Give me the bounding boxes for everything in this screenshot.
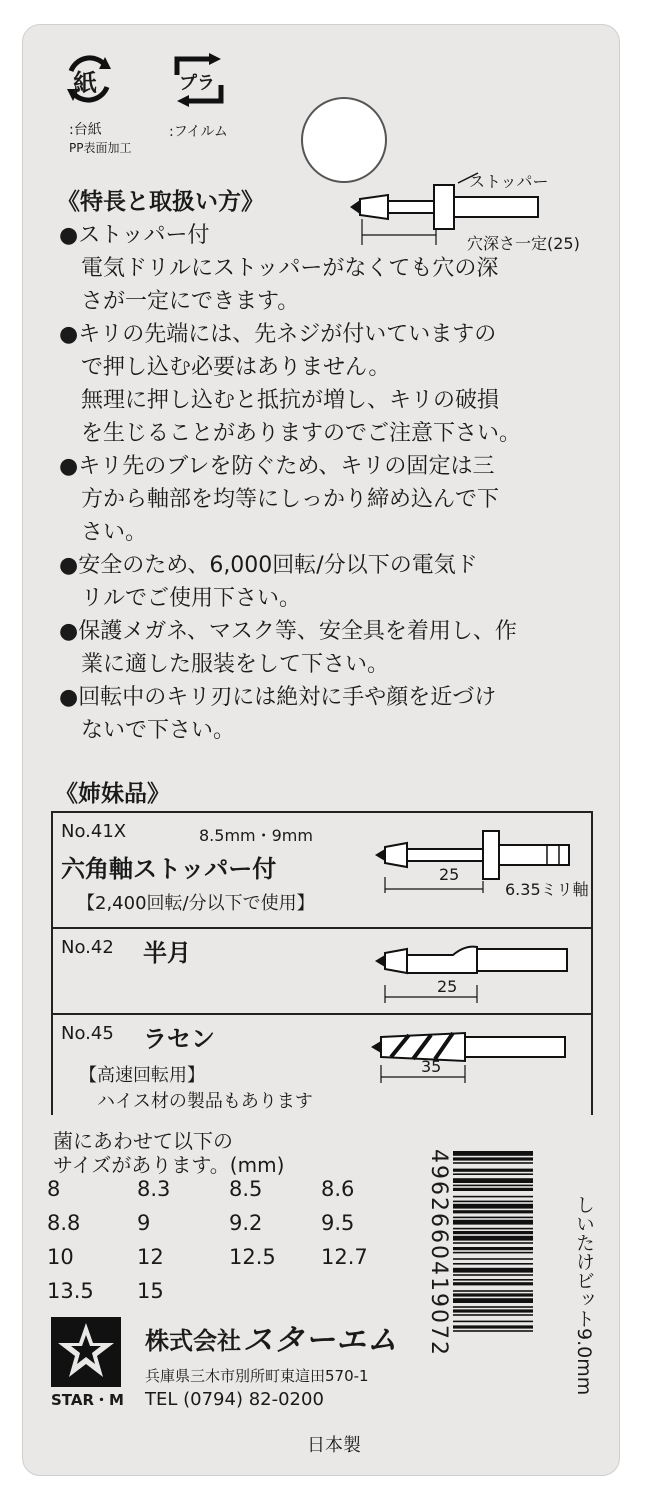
feature-line: ないで下さい。 <box>81 718 236 743</box>
company-prefix: 株式会社 <box>145 1327 241 1355</box>
barcode-bar <box>453 1298 533 1303</box>
size-row <box>47 1177 397 1211</box>
barcode-bar <box>453 1242 533 1244</box>
size-cell: 8.5 <box>229 1177 263 1201</box>
barcode-bar <box>453 1185 533 1187</box>
barcode-bar <box>453 1247 533 1250</box>
stopper-label: ストッパー <box>469 172 549 191</box>
item-dim: 25 <box>437 977 458 996</box>
size-cell: 8 <box>47 1177 61 1201</box>
star-m-logo <box>51 1317 124 1413</box>
barcode-bar <box>453 1196 533 1198</box>
country-of-origin: 日本製 <box>307 1435 361 1456</box>
size-cell: 9 <box>137 1211 151 1235</box>
barcode-bar <box>453 1220 533 1225</box>
barcode-bar <box>453 1325 533 1328</box>
barcode-bar <box>453 1252 533 1254</box>
star-logo-icon <box>51 1317 121 1387</box>
barcode-bar <box>453 1279 533 1281</box>
barcode-bar <box>453 1169 533 1172</box>
barcode-bar <box>453 1314 533 1316</box>
paper-recycle-mark <box>61 51 117 111</box>
feature-line: 無理に押し込むと抵抗が増し、キリの破損 <box>81 388 500 413</box>
barcode-bar <box>453 1306 533 1308</box>
item-name: ラセン <box>143 1025 215 1053</box>
company-brand: スターエム <box>243 1323 398 1358</box>
feature-line: 方から軸部を均等にしっかり締め込んで下 <box>81 487 500 512</box>
item-model: No.42 <box>61 937 114 958</box>
size-cell: 15 <box>137 1279 164 1303</box>
sister-heading: 《姉妹品》 <box>55 781 170 807</box>
size-cell: 12 <box>137 1245 164 1269</box>
paper-symbol: 紙 <box>73 69 97 97</box>
barcode-bar <box>453 1282 533 1285</box>
barcode-bar <box>453 1173 533 1175</box>
barcode-bar <box>453 1293 533 1296</box>
barcode-bar <box>453 1231 533 1234</box>
feature-line: 業に適した服装をして下さい。 <box>81 652 390 677</box>
item-sizes: 8.5mm・9mm <box>199 826 313 845</box>
feature-line: ●キリ先のブレを防ぐため、キリの固定は三 <box>59 454 495 479</box>
company-tel: TEL (0794) 82-0200 <box>145 1389 324 1410</box>
feature-line: ●保護メガネ、マスク等、安全具を着用し、作 <box>59 619 517 644</box>
spiral-bit-diagram <box>369 1019 579 1091</box>
feature-line: を生じることがありますのでご注意下さい。 <box>81 421 522 446</box>
paper-label: :台紙 <box>69 122 102 138</box>
features-heading: 《特長と取扱い方》 <box>57 189 264 215</box>
item-note: 【2,400回転/分以下で使用】 <box>77 893 315 914</box>
barcode-bar <box>453 1274 533 1276</box>
feature-line: さい。 <box>81 520 148 545</box>
size-intro-1: 菌にあわせて以下の <box>53 1129 233 1153</box>
feature-line: リルでご使用下さい。 <box>81 586 302 611</box>
size-cell: 12.7 <box>321 1245 368 1269</box>
barcode-bar <box>453 1330 533 1332</box>
pla-symbol: プラ <box>179 73 215 94</box>
item-note2: ハイス材の製品もあります <box>97 1091 313 1112</box>
item-note: 【高速回転用】 <box>79 1065 205 1086</box>
barcode-bar <box>453 1204 533 1209</box>
company-address: 兵庫県三木市別所町東這田570-1 <box>145 1367 369 1385</box>
barcode-bar <box>453 1217 533 1219</box>
item-name: 六角軸ストッパー付 <box>61 855 277 883</box>
feature-line: ●キリの先端には、先ネジが付いていますの <box>59 322 497 347</box>
item-dim: 25 <box>439 865 460 884</box>
barcode-bar <box>453 1201 533 1203</box>
barcode-digits: 4962660419072 <box>426 1149 451 1357</box>
size-row <box>47 1211 397 1245</box>
feature-line: ●回転中のキリ刃には絶対に手や顔を近づけ <box>59 685 497 710</box>
sister-item-42 <box>51 927 593 1017</box>
size-cell: 8.3 <box>137 1177 171 1201</box>
sister-item-45 <box>51 1013 593 1115</box>
product-name: しいたけビット9.0mm <box>573 1195 595 1396</box>
feature-line: 電気ドリルにストッパーがなくても穴の深 <box>81 256 499 281</box>
barcode-bar <box>453 1258 533 1260</box>
barcode-bar <box>453 1157 533 1160</box>
paper-sub-label: PP表面加工 <box>69 141 132 155</box>
size-cell: 8.8 <box>47 1211 81 1235</box>
feature-line: さが一定にできます。 <box>81 289 300 314</box>
size-cell: 9.2 <box>229 1211 263 1235</box>
logo-text: STAR・M <box>51 1391 124 1409</box>
size-cell: 9.5 <box>321 1211 355 1235</box>
item-shaft: 6.35ミリ軸 <box>505 880 589 899</box>
size-cell: 10 <box>47 1245 74 1269</box>
item-model: No.45 <box>61 1023 114 1044</box>
size-row <box>47 1245 397 1279</box>
barcode-bar <box>453 1178 533 1183</box>
barcode-bar <box>453 1290 533 1292</box>
barcode-bar <box>453 1321 533 1323</box>
features-text <box>59 219 619 747</box>
pla-recycle-mark <box>169 51 229 109</box>
sister-item-41x <box>51 811 593 931</box>
barcode-bars <box>453 1149 533 1469</box>
product-card <box>22 24 620 1476</box>
feature-line: ●ストッパー付 <box>59 223 210 248</box>
barcode-bar <box>453 1188 533 1191</box>
barcode <box>426 1149 575 1469</box>
item-dim: 35 <box>421 1057 442 1076</box>
barcode-bar <box>453 1236 533 1241</box>
barcode-bar <box>453 1268 533 1273</box>
size-intro-2: サイズがあります。(mm) <box>53 1153 285 1177</box>
item-model: No.41X <box>61 821 127 842</box>
feature-line: で押し込む必要はありません。 <box>81 355 391 380</box>
size-cell: 8.6 <box>321 1177 355 1201</box>
size-cell: 12.5 <box>229 1245 276 1269</box>
barcode-bar <box>453 1309 533 1312</box>
size-table <box>47 1177 397 1313</box>
barcode-bar <box>453 1162 533 1164</box>
depth-label: 穴深さ一定(25) <box>467 234 580 253</box>
item-name: 半月 <box>143 939 191 967</box>
half-moon-bit-diagram <box>373 933 583 1011</box>
barcode-bar <box>453 1263 533 1265</box>
barcode-bar <box>453 1210 533 1213</box>
size-cell: 13.5 <box>47 1279 94 1303</box>
barcode-bar <box>453 1151 533 1156</box>
barcode-bar <box>453 1228 533 1230</box>
feature-line: ●安全のため、6,000回転/分以下の電気ド <box>59 553 478 578</box>
pla-label: :フイルム <box>169 124 228 140</box>
size-row <box>47 1279 397 1313</box>
